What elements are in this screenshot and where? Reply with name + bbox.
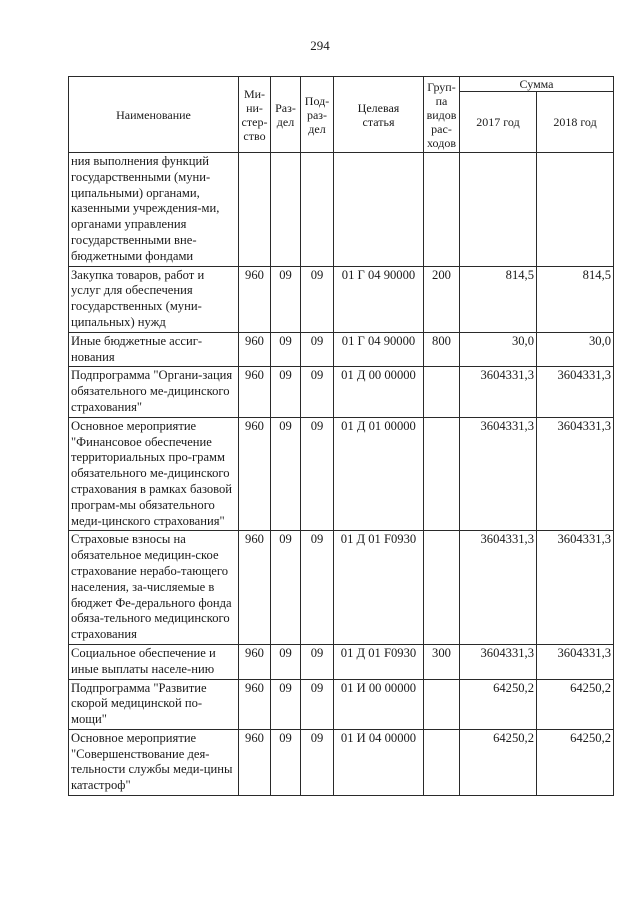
row-subsection: 09 — [301, 679, 334, 729]
table-row — [69, 367, 614, 417]
row-target-article: 01 Г 04 90000 — [334, 266, 424, 332]
row-subsection: 09 — [301, 367, 334, 417]
row-sum-2018: 64250,2 — [537, 729, 614, 795]
row-section — [271, 153, 301, 267]
row-sum-2017: 3604331,3 — [460, 417, 537, 531]
header-expense-group: Груп- па видов рас- ходов — [424, 77, 460, 153]
row-target-article: 01 Г 04 90000 — [334, 332, 424, 367]
row-expense-group — [424, 417, 460, 531]
row-sum-2017: 64250,2 — [460, 729, 537, 795]
row-ministry: 960 — [239, 367, 271, 417]
budget-table — [68, 76, 614, 796]
row-subsection: 09 — [301, 332, 334, 367]
table-row — [69, 417, 614, 531]
row-target-article — [334, 153, 424, 267]
header-ministry: Ми- ни- стер- ство — [239, 77, 271, 153]
row-expense-group — [424, 679, 460, 729]
header-target-article: Целевая статья — [334, 77, 424, 153]
row-sum-2018: 3604331,3 — [537, 367, 614, 417]
header-row-1 — [69, 77, 614, 92]
row-section: 09 — [271, 417, 301, 531]
table-row — [69, 729, 614, 795]
row-expense-group — [424, 531, 460, 645]
table-row — [69, 153, 614, 267]
row-name: Подпрограмма "Органи-зация обязательного ме-дицинского страхования" — [69, 367, 239, 417]
row-name: Закупка товаров, работ и услуг для обеспечения государственных (муни-ципальных) нужд — [69, 266, 239, 332]
row-sum-2018: 814,5 — [537, 266, 614, 332]
row-section: 09 — [271, 332, 301, 367]
row-ministry: 960 — [239, 417, 271, 531]
row-target-article: 01 Д 00 00000 — [334, 367, 424, 417]
row-sum-2017: 30,0 — [460, 332, 537, 367]
row-name: Страховые взносы на обязательное медицин-ское страхование нерабо-тающего населения, за-числяемые в бюджет Фе-дерального фонда обяза-тельного медицинского страхования — [69, 531, 239, 645]
row-section: 09 — [271, 644, 301, 679]
row-sum-2017 — [460, 153, 537, 267]
page-number: 294 — [310, 38, 330, 53]
row-sum-2018: 3604331,3 — [537, 644, 614, 679]
row-ministry: 960 — [239, 679, 271, 729]
row-section: 09 — [271, 729, 301, 795]
row-subsection: 09 — [301, 531, 334, 645]
table-row — [69, 332, 614, 367]
row-subsection: 09 — [301, 644, 334, 679]
row-ministry: 960 — [239, 729, 271, 795]
table-body — [69, 153, 614, 796]
row-ministry: 960 — [239, 332, 271, 367]
header-section: Раз- дел — [271, 77, 301, 153]
row-sum-2017: 814,5 — [460, 266, 537, 332]
row-name: ния выполнения функций государственными (муни-ципальными) органами, казенными учреждения-ми, органами управления государственными вне-бюджетными фондами — [69, 153, 239, 267]
row-target-article: 01 И 04 00000 — [334, 729, 424, 795]
table-row — [69, 266, 614, 332]
table-row — [69, 531, 614, 645]
row-subsection: 09 — [301, 266, 334, 332]
row-name: Основное мероприятие "Совершенствование дея-тельности службы меди-цины катастроф" — [69, 729, 239, 795]
header-year-2018: 2018 год — [537, 92, 614, 153]
row-section: 09 — [271, 367, 301, 417]
table-row — [69, 679, 614, 729]
row-target-article: 01 Д 01 F0930 — [334, 531, 424, 645]
row-name: Подпрограмма "Развитие скорой медицинской по-мощи" — [69, 679, 239, 729]
row-expense-group — [424, 367, 460, 417]
row-name: Социальное обеспечение и иные выплаты населе-нию — [69, 644, 239, 679]
row-ministry: 960 — [239, 266, 271, 332]
row-expense-group — [424, 153, 460, 267]
row-target-article: 01 Д 01 F0930 — [334, 644, 424, 679]
row-sum-2017: 3604331,3 — [460, 644, 537, 679]
row-ministry: 960 — [239, 531, 271, 645]
header-year-2017: 2017 год — [460, 92, 537, 153]
row-section: 09 — [271, 266, 301, 332]
row-target-article: 01 И 00 00000 — [334, 679, 424, 729]
table-row — [69, 644, 614, 679]
row-ministry: 960 — [239, 644, 271, 679]
row-section: 09 — [271, 679, 301, 729]
row-subsection: 09 — [301, 417, 334, 531]
row-sum-2017: 3604331,3 — [460, 367, 537, 417]
row-expense-group: 200 — [424, 266, 460, 332]
header-sum: Сумма — [460, 77, 614, 92]
row-ministry — [239, 153, 271, 267]
row-subsection: 09 — [301, 729, 334, 795]
row-name: Основное мероприятие "Финансовое обеспечение территориальных про-грамм обязательного ме-дицинского страхования в рамках базовой програм-мы обязательного меди-цинского страхования" — [69, 417, 239, 531]
row-sum-2017: 3604331,3 — [460, 531, 537, 645]
row-subsection — [301, 153, 334, 267]
header-name: Наименование — [69, 77, 239, 153]
row-expense-group — [424, 729, 460, 795]
row-expense-group: 800 — [424, 332, 460, 367]
row-sum-2018: 3604331,3 — [537, 417, 614, 531]
row-sum-2017: 64250,2 — [460, 679, 537, 729]
row-target-article: 01 Д 01 00000 — [334, 417, 424, 531]
row-name: Иные бюджетные ассиг-нования — [69, 332, 239, 367]
row-section: 09 — [271, 531, 301, 645]
header-subsection: Под- раз- дел — [301, 77, 334, 153]
row-sum-2018: 30,0 — [537, 332, 614, 367]
row-sum-2018: 64250,2 — [537, 679, 614, 729]
row-expense-group: 300 — [424, 644, 460, 679]
row-sum-2018 — [537, 153, 614, 267]
row-sum-2018: 3604331,3 — [537, 531, 614, 645]
